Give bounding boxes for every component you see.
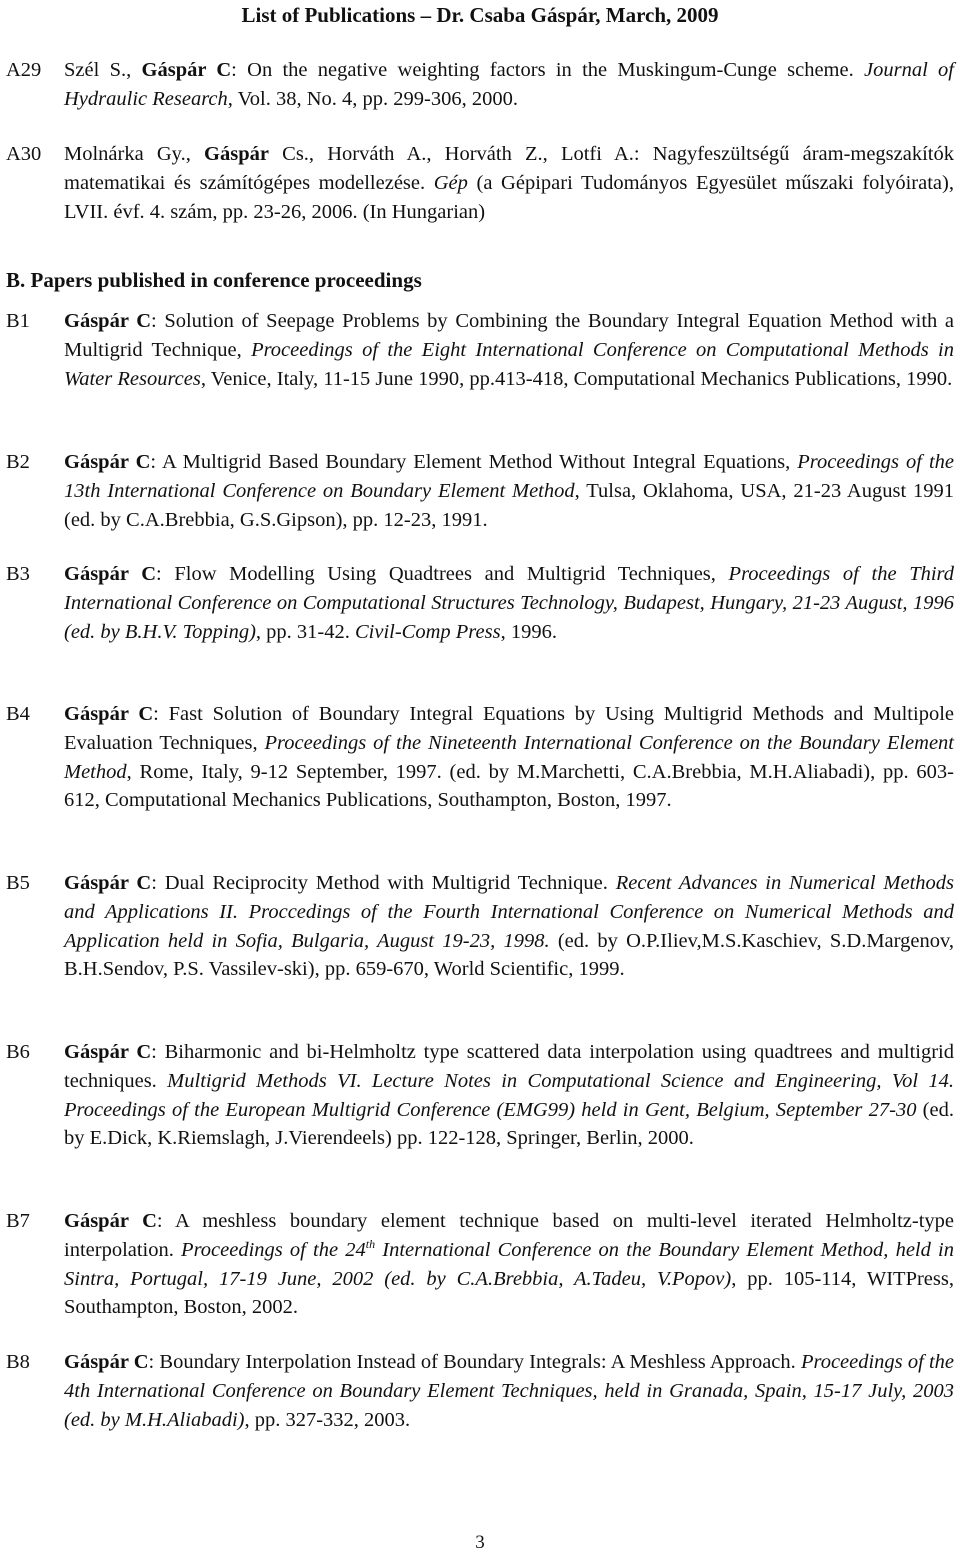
entry-label: B2 [6, 451, 30, 473]
publication-entry-b8 [6, 1348, 954, 1434]
text-run: , Vol. 38, No. 4, pp. 299-306, 2000. [227, 87, 519, 110]
publication-entry-b7 [6, 1207, 954, 1322]
entry-citation [64, 1348, 954, 1434]
author-name: Gáspár C [64, 451, 151, 473]
entry-citation [64, 307, 954, 393]
entry-label: B5 [6, 872, 30, 894]
publication-entry-b4 [6, 700, 954, 815]
author-name: Gáspár C [64, 563, 157, 585]
entry-label: A30 [6, 143, 42, 165]
page-header [0, 2, 960, 28]
text-run: : Biharmonic and bi-Helmholtz type scattered data interpolation using quadtrees and multigrid techniques. [64, 1041, 954, 1092]
text-run: (ed. by O.P.Iliev,M.S.Kaschiev, S.D.Margenov, B.H.Sendov, P.S. Vassilev-ski), pp. 659-670, World Scientific, 1999. [64, 929, 954, 981]
text-run: , pp. 105-114, WITPress, Southampton, Boston, 2002. [64, 1267, 954, 1319]
text-run: Molnárka Gy., [64, 143, 205, 165]
text-run: : Boundary Interpolation Instead of Boundary Integrals: A Meshless Approach. [148, 1351, 801, 1373]
entry-citation [64, 700, 954, 815]
entry-label: B1 [6, 310, 30, 332]
author-name: Gáspár C [64, 703, 154, 725]
text-run: : A meshless boundary element technique based on multi-level iterated Helmholtz-type interpolation. [64, 1210, 954, 1261]
entry-citation [64, 560, 954, 646]
italic-text: International Conference on the Boundary Element Method, held in Sintra, Portugal, 17-19 June, 2002 (ed. by C.A.Brebbia, A.Tadeu, V.Popov) [64, 1238, 954, 1290]
italic-text: Multigrid Methods VI. Lecture Notes in Computational Science and Engineering, Vol 14. Proceedings of the European Multigrid Conference (EMG99) held in Gent, Belgium, September 27-30 [64, 1069, 955, 1121]
author-name: Gáspár C [64, 310, 151, 332]
publication-entry-a29 [6, 56, 954, 114]
text-run: , Tulsa, Oklahoma, USA, 21-23 August 1991 (ed. by C.A.Brebbia, G.S.Gipson), pp. 12-23, 1991. [64, 479, 954, 531]
text-run: (ed. by E.Dick, K.Riemslagh, J.Vierendeels) pp. 122-128, Springer, Berlin, 2000. [64, 1098, 954, 1150]
entry-label: A29 [6, 59, 42, 81]
section-heading: B. Papers published in conference proceedings [6, 268, 422, 292]
text-run: : Fast Solution of Boundary Integral Equations by Using Multigrid Methods and Multipole Evaluation Techniques, [64, 703, 954, 754]
italic-text: Recent Advances in Numerical Methods and Applications II. Proccedings of the Fourth International Conference on Numerical Methods and Application held in Sofia, Bulgaria, August 19-23, 1998. [64, 872, 955, 952]
text-run: : Dual Reciprocity Method with Multigrid Technique. [151, 872, 616, 894]
italic-text: th [365, 1236, 376, 1251]
italic-text: Proceedings of the Third International Conference on Computational Structures Technology, Budapest, Hungary, 21-23 August, 1996 (ed. by B.H.V. Topping) [64, 563, 955, 643]
italic-text: Proceedings of the 13th International Conference on Boundary Element Method [64, 451, 955, 502]
entry-label: B8 [6, 1351, 30, 1373]
entry-citation [64, 869, 954, 984]
page-number: 3 [475, 1532, 485, 1553]
publication-entry-a30 [6, 140, 954, 226]
italic-text: Journal of Hydraulic Research [64, 59, 954, 110]
author-name: Gáspár C [141, 59, 232, 81]
text-run: , 1996. [500, 620, 557, 643]
text-run: : Solution of Seepage Problems by Combining the Boundary Integral Equation Method with a Multigrid Technique, [64, 310, 954, 361]
publication-entry-b3 [6, 560, 954, 646]
text-run: , Venice, Italy, 11-15 June 1990, pp.413-418, Computational Mechanics Publications, 1990. [200, 367, 953, 390]
text-run: Szél S., [64, 59, 142, 81]
author-name: Gáspár C [64, 872, 152, 894]
italic-text: Civil-Comp Press [354, 620, 501, 643]
entry-label: B7 [6, 1210, 30, 1232]
entry-citation [64, 1038, 954, 1153]
entry-citation [64, 140, 954, 226]
entry-label: B3 [6, 563, 30, 585]
author-name: Gáspár C [64, 1210, 157, 1232]
text-run: , Rome, Italy, 9-12 September, 1997. (ed. by M.Marchetti, C.A.Brebbia, M.H.Aliabadi), pp. 603-612, Computational Mechanics Publications, Southampton, Boston, 1997. [64, 760, 954, 812]
text-run: : On the negative weighting factors in the Muskingum-Cunge scheme. [231, 59, 864, 81]
author-name: Gáspár [204, 143, 269, 165]
author-name: Gáspár C [64, 1351, 149, 1373]
author-name: Gáspár C [64, 1041, 152, 1063]
text-run: , pp. 31-42. [255, 620, 355, 643]
text-run: , pp. 327-332, 2003. [244, 1408, 411, 1431]
italic-text: Proceedings of the 24 [181, 1238, 366, 1261]
entry-label: B6 [6, 1041, 30, 1063]
publication-entry-b5 [6, 869, 954, 984]
entry-citation [64, 448, 954, 534]
text-run: (a Gépipari Tudományos Egyesület műszaki folyóirata), LVII. évf. 4. szám, pp. 23-26, 2006. (In Hungarian) [64, 171, 954, 223]
text-run: : Flow Modelling Using Quadtrees and Multigrid Techniques, [156, 563, 729, 585]
publication-entry-b1 [6, 307, 954, 393]
entry-label: B4 [6, 703, 30, 725]
entry-citation [64, 56, 954, 114]
italic-text: Proceedings of the Nineteenth International Conference on the Boundary Element Method [64, 731, 954, 783]
text-run: Cs., Horváth A., Horváth Z., Lotfi A.: Nagyfeszültségű áram-megszakítók matematikai és számítógépes modellezése. [64, 143, 955, 194]
publication-entry-b6 [6, 1038, 954, 1153]
italic-text: Proceedings of the 4th International Conference on Boundary Element Techniques, held in Granada, Spain, 15-17 July, 2003 (ed. by M.H.Aliabadi) [64, 1351, 955, 1431]
italic-text: Proceedings of the Eight International Conference on Computational Methods in Water Resources [64, 338, 954, 390]
italic-text: Gép [433, 171, 468, 194]
publication-entry-b2 [6, 448, 954, 534]
document-title: List of Publications – Dr. Csaba Gáspár, March, 2009 [241, 3, 719, 27]
text-run: : A Multigrid Based Boundary Element Method Without Integral Equations, [150, 451, 798, 473]
entry-citation [64, 1207, 954, 1322]
